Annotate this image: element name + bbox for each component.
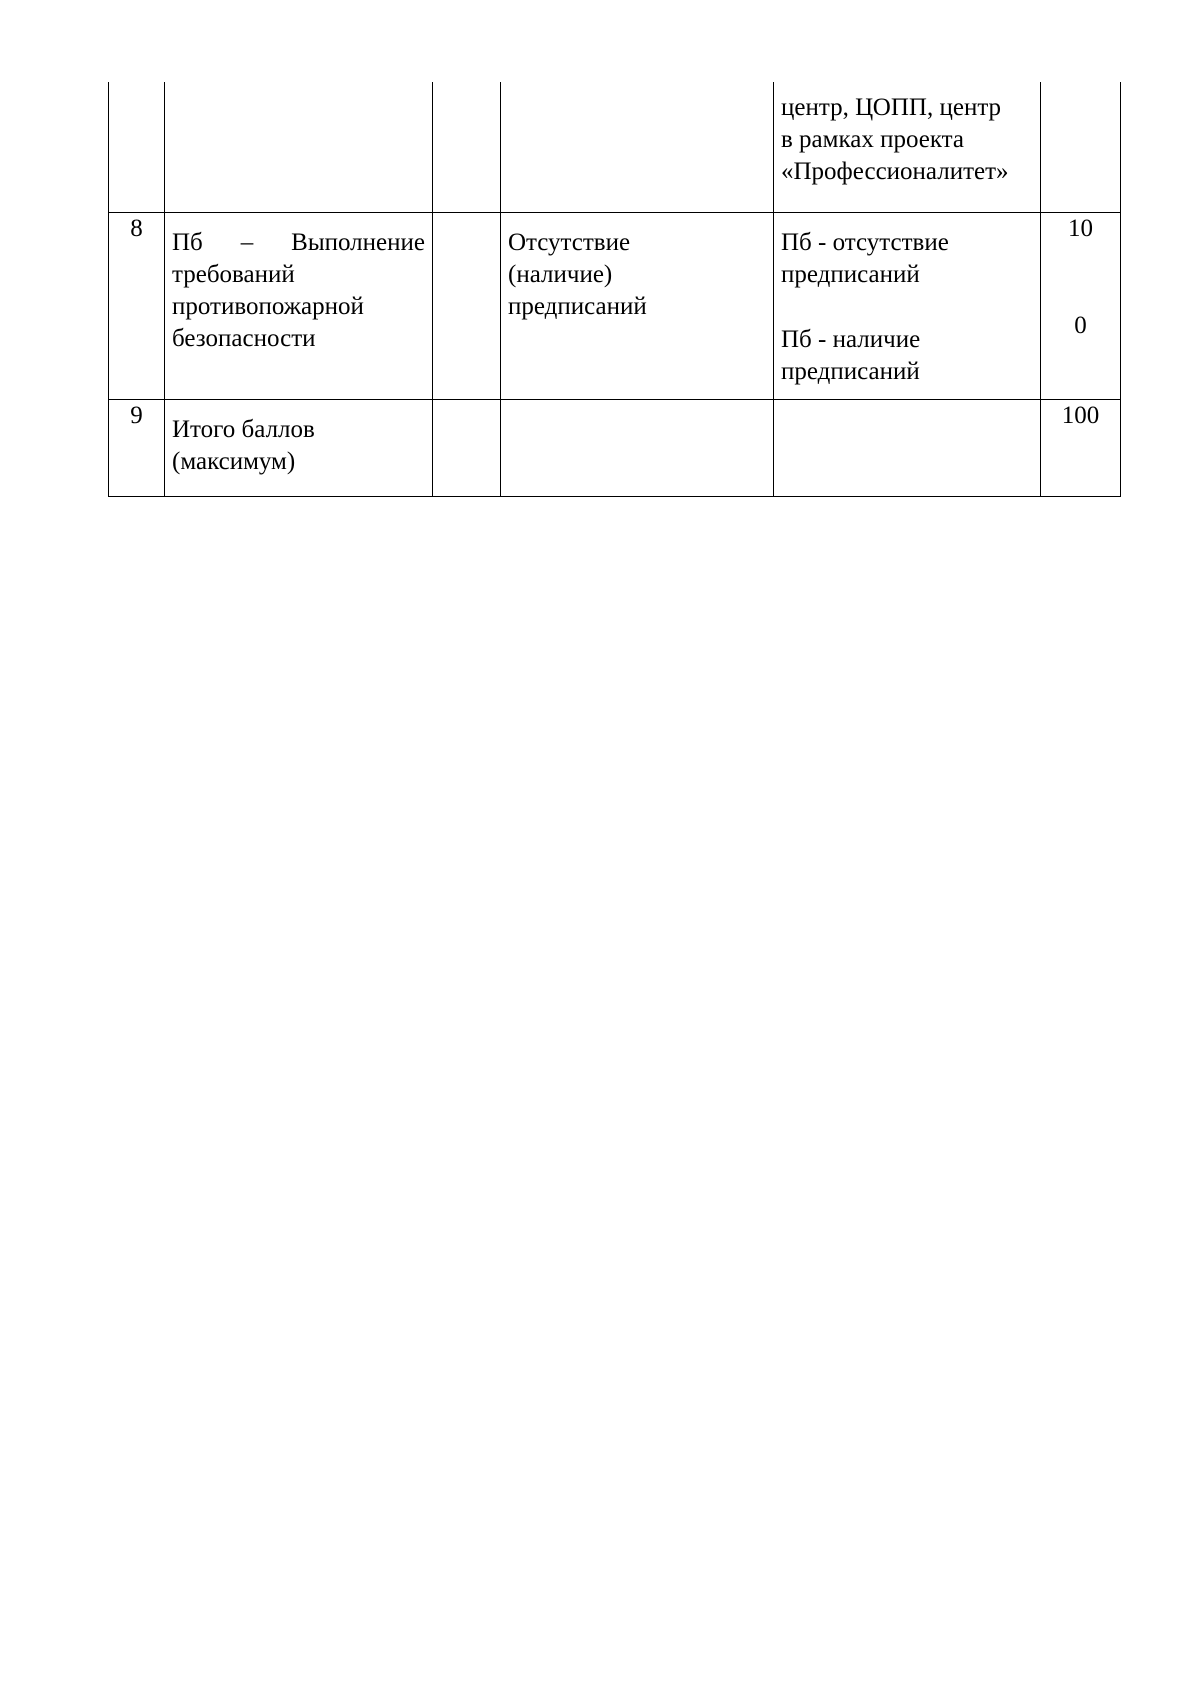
cell-indicator: [501, 400, 774, 497]
score-value: 100: [1061, 402, 1100, 429]
name-line: противопожарной: [172, 293, 364, 320]
criterion-line: центр, ЦОПП, центр: [781, 94, 1002, 121]
name-line: безопасности: [172, 325, 316, 352]
name-line: Пб – Выполнение: [172, 229, 425, 256]
row-number: 9: [109, 400, 165, 497]
criterion-line: Пб - отсутствие: [781, 229, 949, 256]
cell-criterion: [774, 213, 1041, 400]
indicator-line: (наличие): [508, 261, 613, 288]
criteria-table: [108, 82, 1121, 497]
criterion-line: Пб - наличие: [781, 326, 921, 353]
score-value: 10: [1068, 215, 1093, 242]
cell-score: [1041, 82, 1121, 213]
table-row: [109, 213, 1121, 400]
cell-name: [165, 213, 433, 400]
table-row: [109, 400, 1121, 497]
criterion-line: в рамках проекта: [781, 126, 965, 153]
name-line: (максимум): [172, 448, 296, 475]
indicator-line: предписаний: [508, 293, 647, 320]
name-line: требований: [172, 261, 295, 288]
cell-empty: [433, 213, 501, 400]
table-row-continuation: [109, 82, 1121, 213]
cell-indicator: [501, 82, 774, 213]
cell-empty: [433, 82, 501, 213]
cell-empty: [433, 400, 501, 497]
criterion-line: предписаний: [781, 261, 920, 288]
cell-name: [165, 400, 433, 497]
name-line: Итого баллов: [172, 416, 315, 443]
cell-name: [165, 82, 433, 213]
cell-indicator: [501, 213, 774, 400]
row-number: 8: [109, 213, 165, 400]
cell-score: [1041, 213, 1121, 400]
cell-num: [109, 82, 165, 213]
indicator-line: Отсутствие: [508, 229, 631, 256]
criterion-line: «Профессионалитет»: [781, 158, 1009, 185]
score-value: 0: [1074, 312, 1087, 339]
cell-criterion: [774, 82, 1041, 213]
criterion-line: предписаний: [781, 358, 920, 385]
cell-criterion: [774, 400, 1041, 497]
cell-score: [1041, 400, 1121, 497]
